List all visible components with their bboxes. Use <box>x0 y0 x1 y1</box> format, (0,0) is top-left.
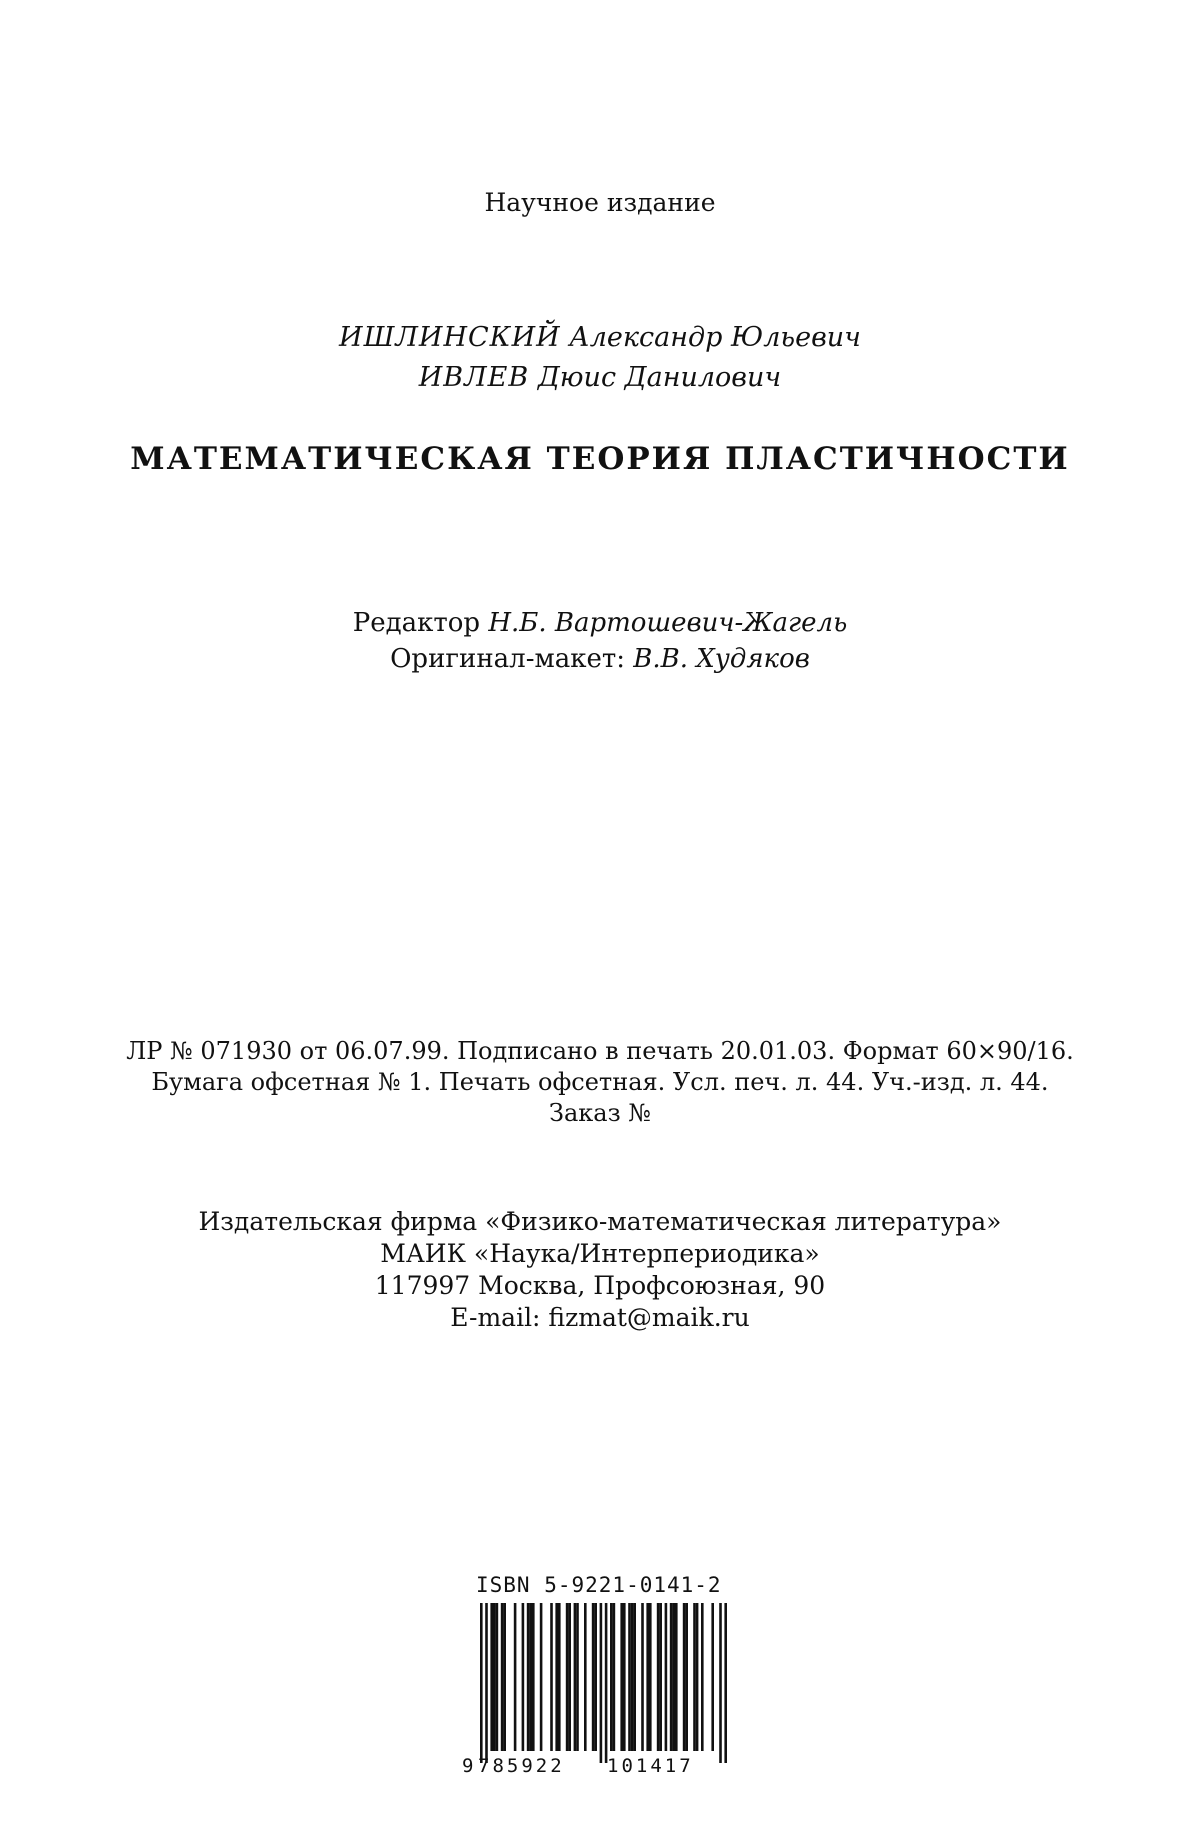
barcode-bar <box>605 1603 608 1763</box>
imprint-line-1: ЛР № 071930 от 06.07.99. Подписано в печать 20.01.03. Формат 60×90/16. <box>126 1037 1074 1065</box>
barcode-bar <box>480 1603 483 1763</box>
barcode-bar <box>670 1603 673 1751</box>
barcode-bar <box>558 1603 561 1751</box>
author-1-given-name: Александр Юльевич <box>569 322 861 353</box>
editor-name: Н.Б. Вартошевич-Жагель <box>488 608 848 638</box>
author-2 <box>0 362 1200 394</box>
barcode-bar <box>522 1603 525 1751</box>
barcode-bar <box>600 1603 603 1763</box>
barcode-bar <box>641 1603 644 1751</box>
barcode-bar <box>628 1603 631 1751</box>
layout-label: Оригинал-макет: <box>390 644 625 674</box>
barcode-bar <box>592 1603 595 1751</box>
barcode-bar <box>620 1603 623 1751</box>
isbn-barcode-block <box>462 1573 738 1793</box>
publisher-line-2: МАИК «Наука/Интерпериодика» <box>380 1239 820 1268</box>
barcode-bar <box>594 1603 597 1751</box>
barcode-bar <box>696 1603 699 1751</box>
barcode-bar <box>550 1603 553 1751</box>
barcode-bar <box>646 1603 649 1751</box>
barcode-bar <box>631 1603 634 1751</box>
publisher-line-1: Издательская фирма «Физико-математическая литература» <box>198 1207 1002 1236</box>
isbn-label: ISBN 5-9221-0141-2 <box>476 1573 722 1597</box>
book-title: МАТЕМАТИЧЕСКАЯ ТЕОРИЯ ПЛАСТИЧНОСТИ <box>130 441 1070 477</box>
ean-right-digits: 101417 <box>607 1755 694 1777</box>
barcode-bar <box>623 1603 626 1751</box>
barcode-bar <box>566 1603 569 1751</box>
barcode-bar <box>555 1603 558 1751</box>
barcode-bar <box>649 1603 652 1751</box>
barcode-bar <box>701 1603 704 1751</box>
barcode-bar <box>683 1603 686 1751</box>
author-1-surname: ИШЛИНСКИЙ <box>339 322 561 353</box>
barcode-bar <box>540 1603 543 1751</box>
barcode-bar <box>659 1603 662 1751</box>
layout-credit <box>0 643 1200 675</box>
barcode-bar <box>610 1603 613 1751</box>
author-2-surname: ИВЛЕВ <box>418 362 530 393</box>
barcode-bar <box>657 1603 660 1751</box>
barcode-bar <box>485 1603 488 1763</box>
barcode-bar <box>675 1603 678 1751</box>
barcode-bar <box>665 1603 668 1751</box>
barcode-bar <box>574 1603 577 1751</box>
editor-label: Редактор <box>352 608 481 638</box>
edition-type: Научное издание <box>484 188 716 217</box>
barcode-graphic <box>462 1603 738 1763</box>
barcode-bar <box>724 1603 727 1763</box>
ean-left-digits: 785922 <box>478 1755 565 1777</box>
barcode-bar <box>529 1603 532 1751</box>
barcode-bar <box>576 1603 579 1751</box>
barcode-bar <box>527 1603 530 1751</box>
ean-digits <box>462 1753 738 1781</box>
imprint-line-3: Заказ № <box>549 1099 651 1127</box>
barcode-bar <box>719 1603 722 1763</box>
ean-first-digit: 9 <box>462 1755 474 1777</box>
author-2-given-name: Дюис Данилович <box>537 362 782 393</box>
barcode-bar <box>532 1603 535 1751</box>
barcode-bar <box>584 1603 587 1751</box>
barcode-bar <box>613 1603 616 1751</box>
barcode-bar <box>672 1603 675 1751</box>
layout-name: В.В. Худяков <box>633 644 810 674</box>
barcode-bar <box>496 1603 499 1751</box>
barcode-bar <box>711 1603 714 1751</box>
barcode-bar <box>633 1603 636 1751</box>
author-1 <box>0 322 1200 354</box>
barcode-bar <box>493 1603 496 1751</box>
editor-credit <box>0 607 1200 639</box>
barcode-bar <box>501 1603 504 1751</box>
imprint-line-2: Бумага офсетная № 1. Печать офсетная. Усл. печ. л. 44. Уч.-изд. л. 44. <box>151 1068 1049 1096</box>
barcode-bar <box>685 1603 688 1751</box>
barcode-bar <box>490 1603 493 1751</box>
publisher-address: 117997 Москва, Профсоюзная, 90 <box>374 1271 826 1300</box>
barcode-bar <box>503 1603 506 1751</box>
barcode-bar <box>693 1603 696 1751</box>
barcode-bar <box>568 1603 571 1751</box>
barcode-bar <box>514 1603 517 1751</box>
publisher-email: E-mail: fizmat@maik.ru <box>450 1303 750 1332</box>
